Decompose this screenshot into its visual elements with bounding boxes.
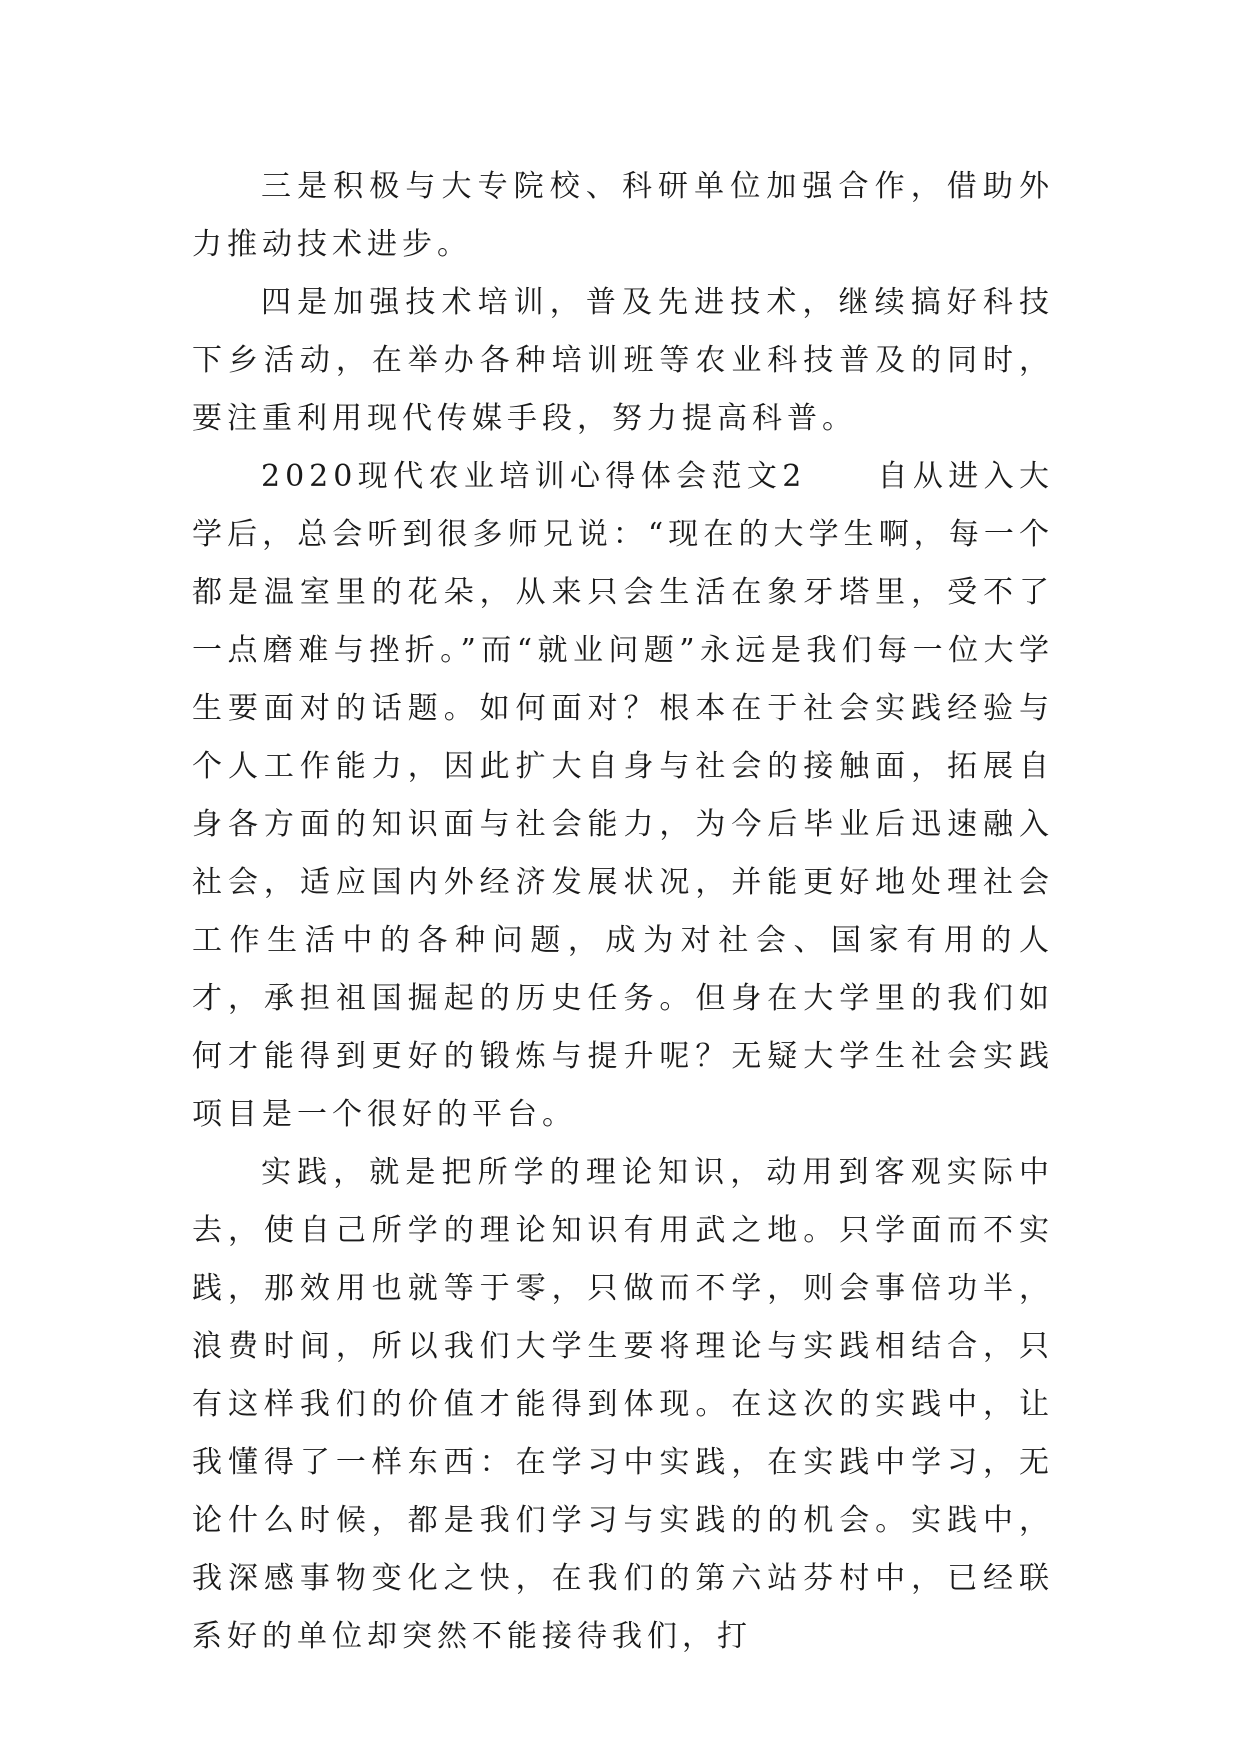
document-body bbox=[192, 158, 1054, 1666]
paragraph-essay-2-intro: 2020现代农业培训心得体会范文2 自从进入大学后，总会听到很多师兄说：“现在的大学生啊，每一个都是温室里的花朵，从来只会生活在象牙塔里，受不了一点磨难与挫折。”而“就业问题”永远是我们每一位大学生要面对的话题。如何面对？根本在于社会实践经验与个人工作能力，因此扩大自身与社会的接触面，拓展自身各方面的知识面与社会能力，为今后毕业后迅速融入社会，适应国内外经济发展状况，并能更好地处理社会工作生活中的各种问题，成为对社会、国家有用的人才，承担祖国掘起的历史任务。但身在大学里的我们如何才能得到更好的锻炼与提升呢？无疑大学生社会实践项目是一个很好的平台。 bbox=[192, 459, 1054, 1132]
paragraph-practice: 实践，就是把所学的理论知识，动用到客观实际中去，使自己所学的理论知识有用武之地。只学面而不实践，那效用也就等于零，只做而不学，则会事倍功半，浪费时间，所以我们大学生要将理论与实践相结合，只有这样我们的价值才能得到体现。在这次的实践中，让我懂得了一样东西：在学习中实践，在实践中学习，无论什么时候，都是我们学习与实践的的机会。实践中，我深感事物变化之快，在我们的第六站芬村中，已经联系好的单位却突然不能接待我们，打 bbox=[192, 1155, 1054, 1654]
paragraph-cooperation: 三是积极与大专院校、科研单位加强合作，借助外力推动技术进步。 bbox=[192, 169, 1054, 262]
paragraph-training: 四是加强技术培训，普及先进技术，继续搞好科技下乡活动，在举办各种培训班等农业科技普及的同时，要注重利用现代传媒手段，努力提高科普。 bbox=[192, 285, 1054, 436]
